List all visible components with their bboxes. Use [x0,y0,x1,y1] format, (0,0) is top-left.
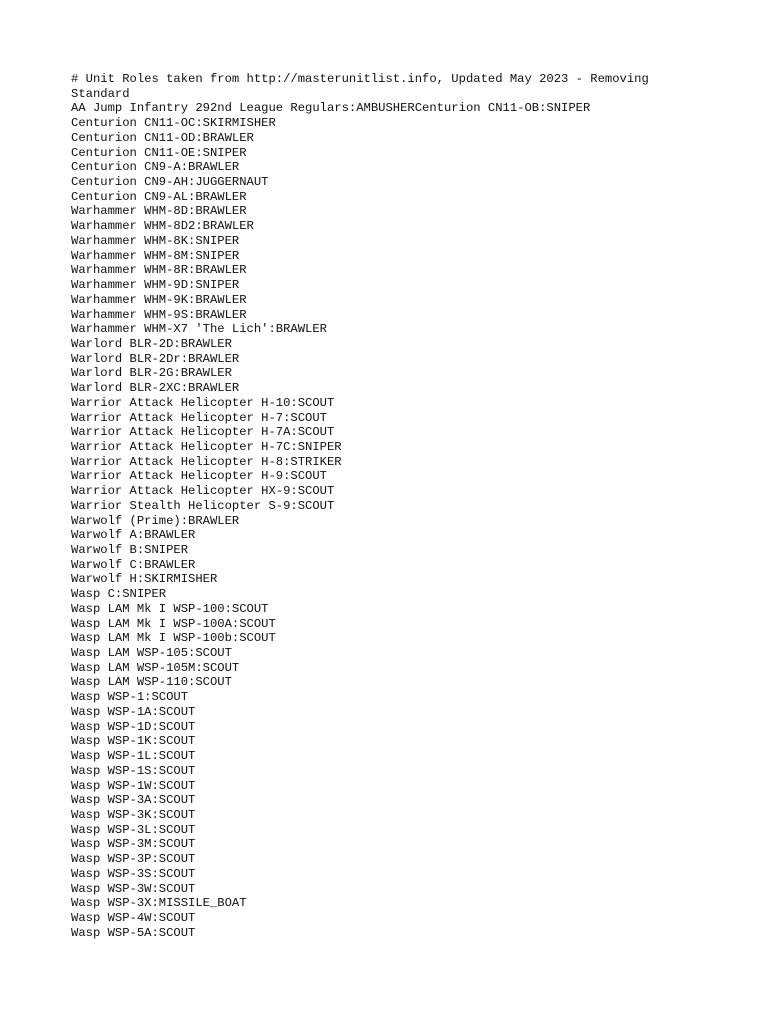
unit-role-line: Wasp WSP-1D:SCOUT [71,719,196,734]
unit-role-line: Warhammer WHM-8M:SNIPER [71,248,240,263]
unit-role-line: Wasp WSP-3S:SCOUT [71,866,196,881]
unit-role-line: Wasp WSP-1W:SCOUT [71,778,196,793]
unit-role-line: Wasp LAM Mk I WSP-100:SCOUT [71,601,269,616]
unit-role-line: Warhammer WHM-8R:BRAWLER [71,263,247,278]
unit-role-line: Warhammer WHM-X7 'The Lich':BRAWLER [71,322,327,337]
unit-role-line: Warlord BLR-2D:BRAWLER [71,336,232,351]
unit-role-line: Centurion CN11-OD:BRAWLER [71,130,254,145]
unit-role-line: Wasp LAM WSP-110:SCOUT [71,675,232,690]
unit-role-line: Warrior Attack Helicopter H-9:SCOUT [71,469,327,484]
unit-role-line: Warwolf H:SKIRMISHER [71,572,218,587]
unit-role-line: Wasp WSP-3P:SCOUT [71,852,196,867]
unit-role-line: Warhammer WHM-8D:BRAWLER [71,204,247,219]
unit-role-line: Warwolf B:SNIPER [71,543,189,557]
unit-role-line: Warlord BLR-2Dr:BRAWLER [71,351,240,366]
unit-role-line: Wasp WSP-3L:SCOUT [71,822,196,837]
unit-role-line: Centurion CN9-AH:JUGGERNAUT [71,175,269,190]
unit-role-line: Centurion CN11-OC:SKIRMISHER [71,116,276,131]
unit-role-line: Wasp WSP-3M:SCOUT [71,837,196,852]
header-comment-line-1: # Unit Roles taken from http://masterunitlist.info, Updated May 2023 - Removing [71,72,649,86]
unit-role-line: Centurion CN9-AL:BRAWLER [71,189,247,204]
unit-role-line: Warhammer WHM-9K:BRAWLER [71,292,247,307]
unit-role-line: Wasp WSP-1S:SCOUT [71,763,196,778]
unit-role-line: Wasp WSP-1K:SCOUT [71,734,196,749]
unit-role-line: Wasp WSP-4W:SCOUT [71,910,196,925]
unit-role-line: Wasp WSP-3A:SCOUT [71,793,196,808]
unit-role-line: Centurion CN11-OE:SNIPER [71,145,247,160]
unit-role-line: Wasp LAM WSP-105:SCOUT [71,646,232,661]
unit-role-line: Wasp LAM Mk I WSP-100b:SCOUT [71,631,276,646]
unit-role-line: Wasp C:SNIPER [71,587,167,602]
unit-role-line: Wasp WSP-3K:SCOUT [71,807,196,822]
unit-role-line: Wasp LAM WSP-105M:SCOUT [71,660,240,675]
unit-role-line: Warrior Attack Helicopter H-10:SCOUT [71,395,335,410]
unit-role-line: AA Jump Infantry 292nd League Regulars:AMBUSHERCenturion CN11-OB:SNIPER [71,101,591,116]
unit-role-line: Warwolf C:BRAWLER [71,557,196,572]
unit-role-line: Warrior Attack Helicopter H-8:STRIKER [71,454,342,469]
unit-role-line: Wasp WSP-3X:MISSILE_BOAT [71,896,247,911]
unit-role-line: Warlord BLR-2G:BRAWLER [71,366,232,381]
unit-role-line: Warrior Attack Helicopter H-7:SCOUT [71,410,327,425]
unit-role-line: Centurion CN9-A:BRAWLER [71,160,240,175]
unit-role-line: Wasp WSP-3W:SCOUT [71,881,196,896]
unit-role-line: Wasp WSP-1:SCOUT [71,690,189,705]
unit-role-list [71,101,711,940]
unit-role-line: Warrior Attack Helicopter H-7C:SNIPER [71,439,342,454]
header-comment-line-2: Standard [71,86,130,101]
document-page [71,72,711,940]
unit-role-line: Warhammer WHM-9D:SNIPER [71,278,240,293]
unit-role-line: Wasp WSP-5A:SCOUT [71,925,196,940]
unit-role-line: Warwolf A:BRAWLER [71,528,196,543]
unit-role-line: Warrior Attack Helicopter HX-9:SCOUT [71,484,335,499]
unit-role-line: Warrior Stealth Helicopter S-9:SCOUT [71,498,335,513]
unit-role-line: Warrior Attack Helicopter H-7A:SCOUT [71,425,335,440]
unit-role-line: Warlord BLR-2XC:BRAWLER [71,381,240,396]
unit-role-line: Warhammer WHM-8D2:BRAWLER [71,219,254,234]
unit-role-line: Wasp LAM Mk I WSP-100A:SCOUT [71,616,276,631]
unit-role-line: Warhammer WHM-9S:BRAWLER [71,307,247,322]
unit-role-line: Warhammer WHM-8K:SNIPER [71,233,240,248]
unit-role-line: Wasp WSP-1L:SCOUT [71,749,196,764]
unit-role-line: Wasp WSP-1A:SCOUT [71,704,196,719]
unit-role-line: Warwolf (Prime):BRAWLER [71,513,240,528]
